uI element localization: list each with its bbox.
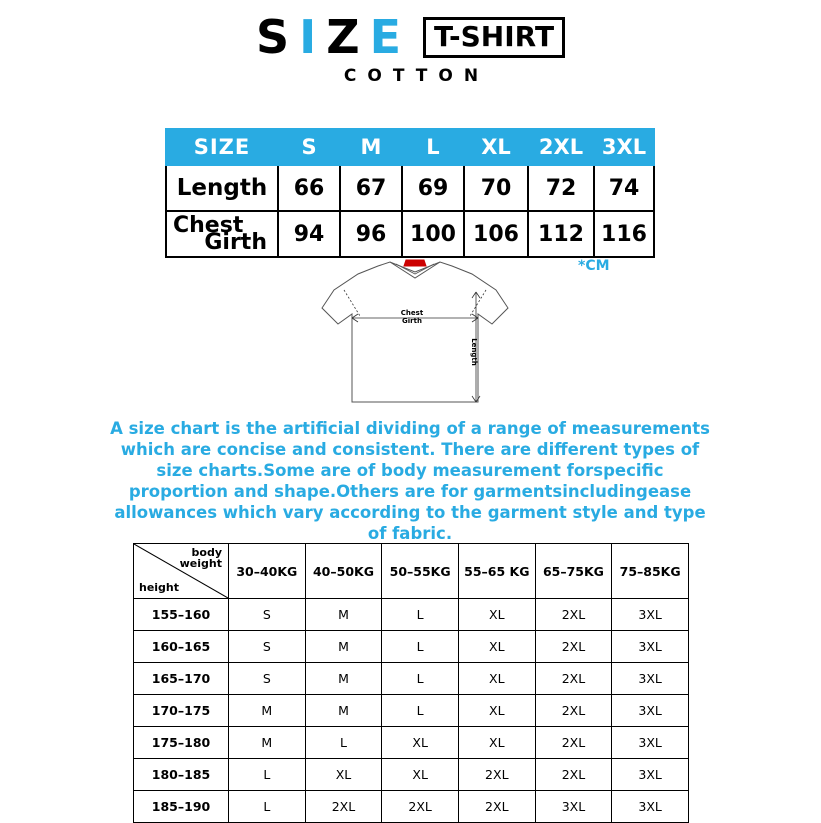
chest-girth-label-line1: Chest (400, 309, 424, 317)
header-col-75-85kg: 75–85KG (612, 544, 689, 599)
cell-r5-c2: XL (382, 759, 459, 791)
cell-r1-c1: M (305, 631, 382, 663)
header-cell-2xl: 2XL (528, 129, 594, 165)
cell-r3-c4: 2XL (535, 695, 612, 727)
row-height-165-170: 165–170 (134, 663, 229, 695)
chest-2xl: 112 (528, 211, 594, 257)
chest-s: 94 (278, 211, 340, 257)
table-row (166, 165, 654, 211)
cell-r6-c4: 3XL (535, 791, 612, 823)
size-measurement-table (165, 128, 647, 258)
cell-r4-c0: M (229, 727, 306, 759)
cell-r5-c0: L (229, 759, 306, 791)
table-row (134, 695, 689, 727)
cell-r4-c2: XL (382, 727, 459, 759)
length-xl: 70 (464, 165, 528, 211)
row-height-175-180: 175–180 (134, 727, 229, 759)
header-cell-size: SIZE (166, 129, 278, 165)
cell-r6-c2: 2XL (382, 791, 459, 823)
length-s: 66 (278, 165, 340, 211)
header-col-30-40kg: 30–40KG (229, 544, 306, 599)
cell-r0-c3: XL (458, 599, 535, 631)
cell-r3-c2: L (382, 695, 459, 727)
size-recommendation-table (133, 543, 689, 823)
cell-r1-c5: 3XL (612, 631, 689, 663)
header-cell-xl: XL (464, 129, 528, 165)
cell-r1-c2: L (382, 631, 459, 663)
table-row (166, 129, 654, 165)
cell-r4-c4: 2XL (535, 727, 612, 759)
row-height-185-190: 185–190 (134, 791, 229, 823)
header-cell-3xl: 3XL (594, 129, 654, 165)
logo-letter-z: Z (326, 10, 360, 64)
cell-r3-c3: XL (458, 695, 535, 727)
logo-letter-i: I (299, 10, 317, 64)
chest-m: 96 (340, 211, 402, 257)
cell-r4-c1: L (305, 727, 382, 759)
cell-r0-c0: S (229, 599, 306, 631)
length-l: 69 (402, 165, 464, 211)
cell-r2-c5: 3XL (612, 663, 689, 695)
cell-r0-c2: L (382, 599, 459, 631)
corner-height: height (139, 581, 180, 594)
table-row (134, 727, 689, 759)
row-label-girth: Girth (204, 230, 267, 255)
cell-r4-c5: 3XL (612, 727, 689, 759)
cell-r6-c1: 2XL (305, 791, 382, 823)
row-height-180-185: 180–185 (134, 759, 229, 791)
cell-r0-c4: 2XL (535, 599, 612, 631)
cell-r6-c0: L (229, 791, 306, 823)
header-col-55-65kg: 55–65 KG (458, 544, 535, 599)
header-cell-l: L (402, 129, 464, 165)
cell-r1-c4: 2XL (535, 631, 612, 663)
cell-r4-c3: XL (458, 727, 535, 759)
chest-l: 100 (402, 211, 464, 257)
table-row (134, 663, 689, 695)
cell-r3-c5: 3XL (612, 695, 689, 727)
unit-note: *CM (578, 258, 610, 274)
cell-r0-c1: M (305, 599, 382, 631)
header-col-50-55kg: 50–55KG (382, 544, 459, 599)
cell-r3-c1: M (305, 695, 382, 727)
table-row (134, 544, 689, 599)
cell-r0-c5: 3XL (612, 599, 689, 631)
table-row (134, 599, 689, 631)
cell-r5-c3: 2XL (458, 759, 535, 791)
row-height-170-175: 170–175 (134, 695, 229, 727)
cell-r2-c0: S (229, 663, 306, 695)
table-row (134, 759, 689, 791)
cell-r2-c4: 2XL (535, 663, 612, 695)
length-3xl: 74 (594, 165, 654, 211)
row-label-chest-girth (166, 211, 278, 257)
cell-r2-c1: M (305, 663, 382, 695)
row-height-155-160: 155–160 (134, 599, 229, 631)
logo-badge-tshirt: T-SHIRT (423, 17, 565, 58)
header-col-40-50kg: 40–50KG (305, 544, 382, 599)
table-row (166, 211, 654, 257)
cell-r6-c3: 2XL (458, 791, 535, 823)
table-row (134, 631, 689, 663)
length-2xl: 72 (528, 165, 594, 211)
row-label-chest: Chest (173, 213, 244, 238)
header-cell-corner (134, 544, 229, 599)
cell-r3-c0: M (229, 695, 306, 727)
chest-girth-label-line2: Girth (402, 317, 422, 325)
header-cell-m: M (340, 129, 402, 165)
length-m: 67 (340, 165, 402, 211)
logo-header (0, 10, 821, 86)
cell-r5-c5: 3XL (612, 759, 689, 791)
row-height-160-165: 160–165 (134, 631, 229, 663)
tshirt-icon (300, 252, 530, 417)
cell-r1-c3: XL (458, 631, 535, 663)
logo-subtitle: COTTON (343, 66, 490, 86)
chest-xl: 106 (464, 211, 528, 257)
cell-r6-c5: 3XL (612, 791, 689, 823)
header-col-65-75kg: 65–75KG (535, 544, 612, 599)
logo-letter-s: S (255, 10, 290, 64)
tshirt-illustration (300, 252, 530, 417)
logo-letter-e: E (369, 10, 402, 64)
cell-r2-c3: XL (458, 663, 535, 695)
logo-row (0, 10, 821, 64)
row-label-length: Length (166, 165, 278, 211)
cell-r1-c0: S (229, 631, 306, 663)
header-cell-s: S (278, 129, 340, 165)
chest-3xl: 116 (594, 211, 654, 257)
corner-body-weight: body weight (179, 546, 222, 570)
description-paragraph: A size chart is the artificial dividing of a range of measurements which are concise and consistent. There are different types of size charts.Some are of body measurement forspecific proportion and shape.Others are for garmentsincludingease allowances which vary according to the garment style and type of fabric. (110, 419, 710, 543)
cell-r5-c4: 2XL (535, 759, 612, 791)
table-row (134, 791, 689, 823)
length-label: Length (470, 338, 478, 366)
cell-r2-c2: L (382, 663, 459, 695)
cell-r5-c1: XL (305, 759, 382, 791)
